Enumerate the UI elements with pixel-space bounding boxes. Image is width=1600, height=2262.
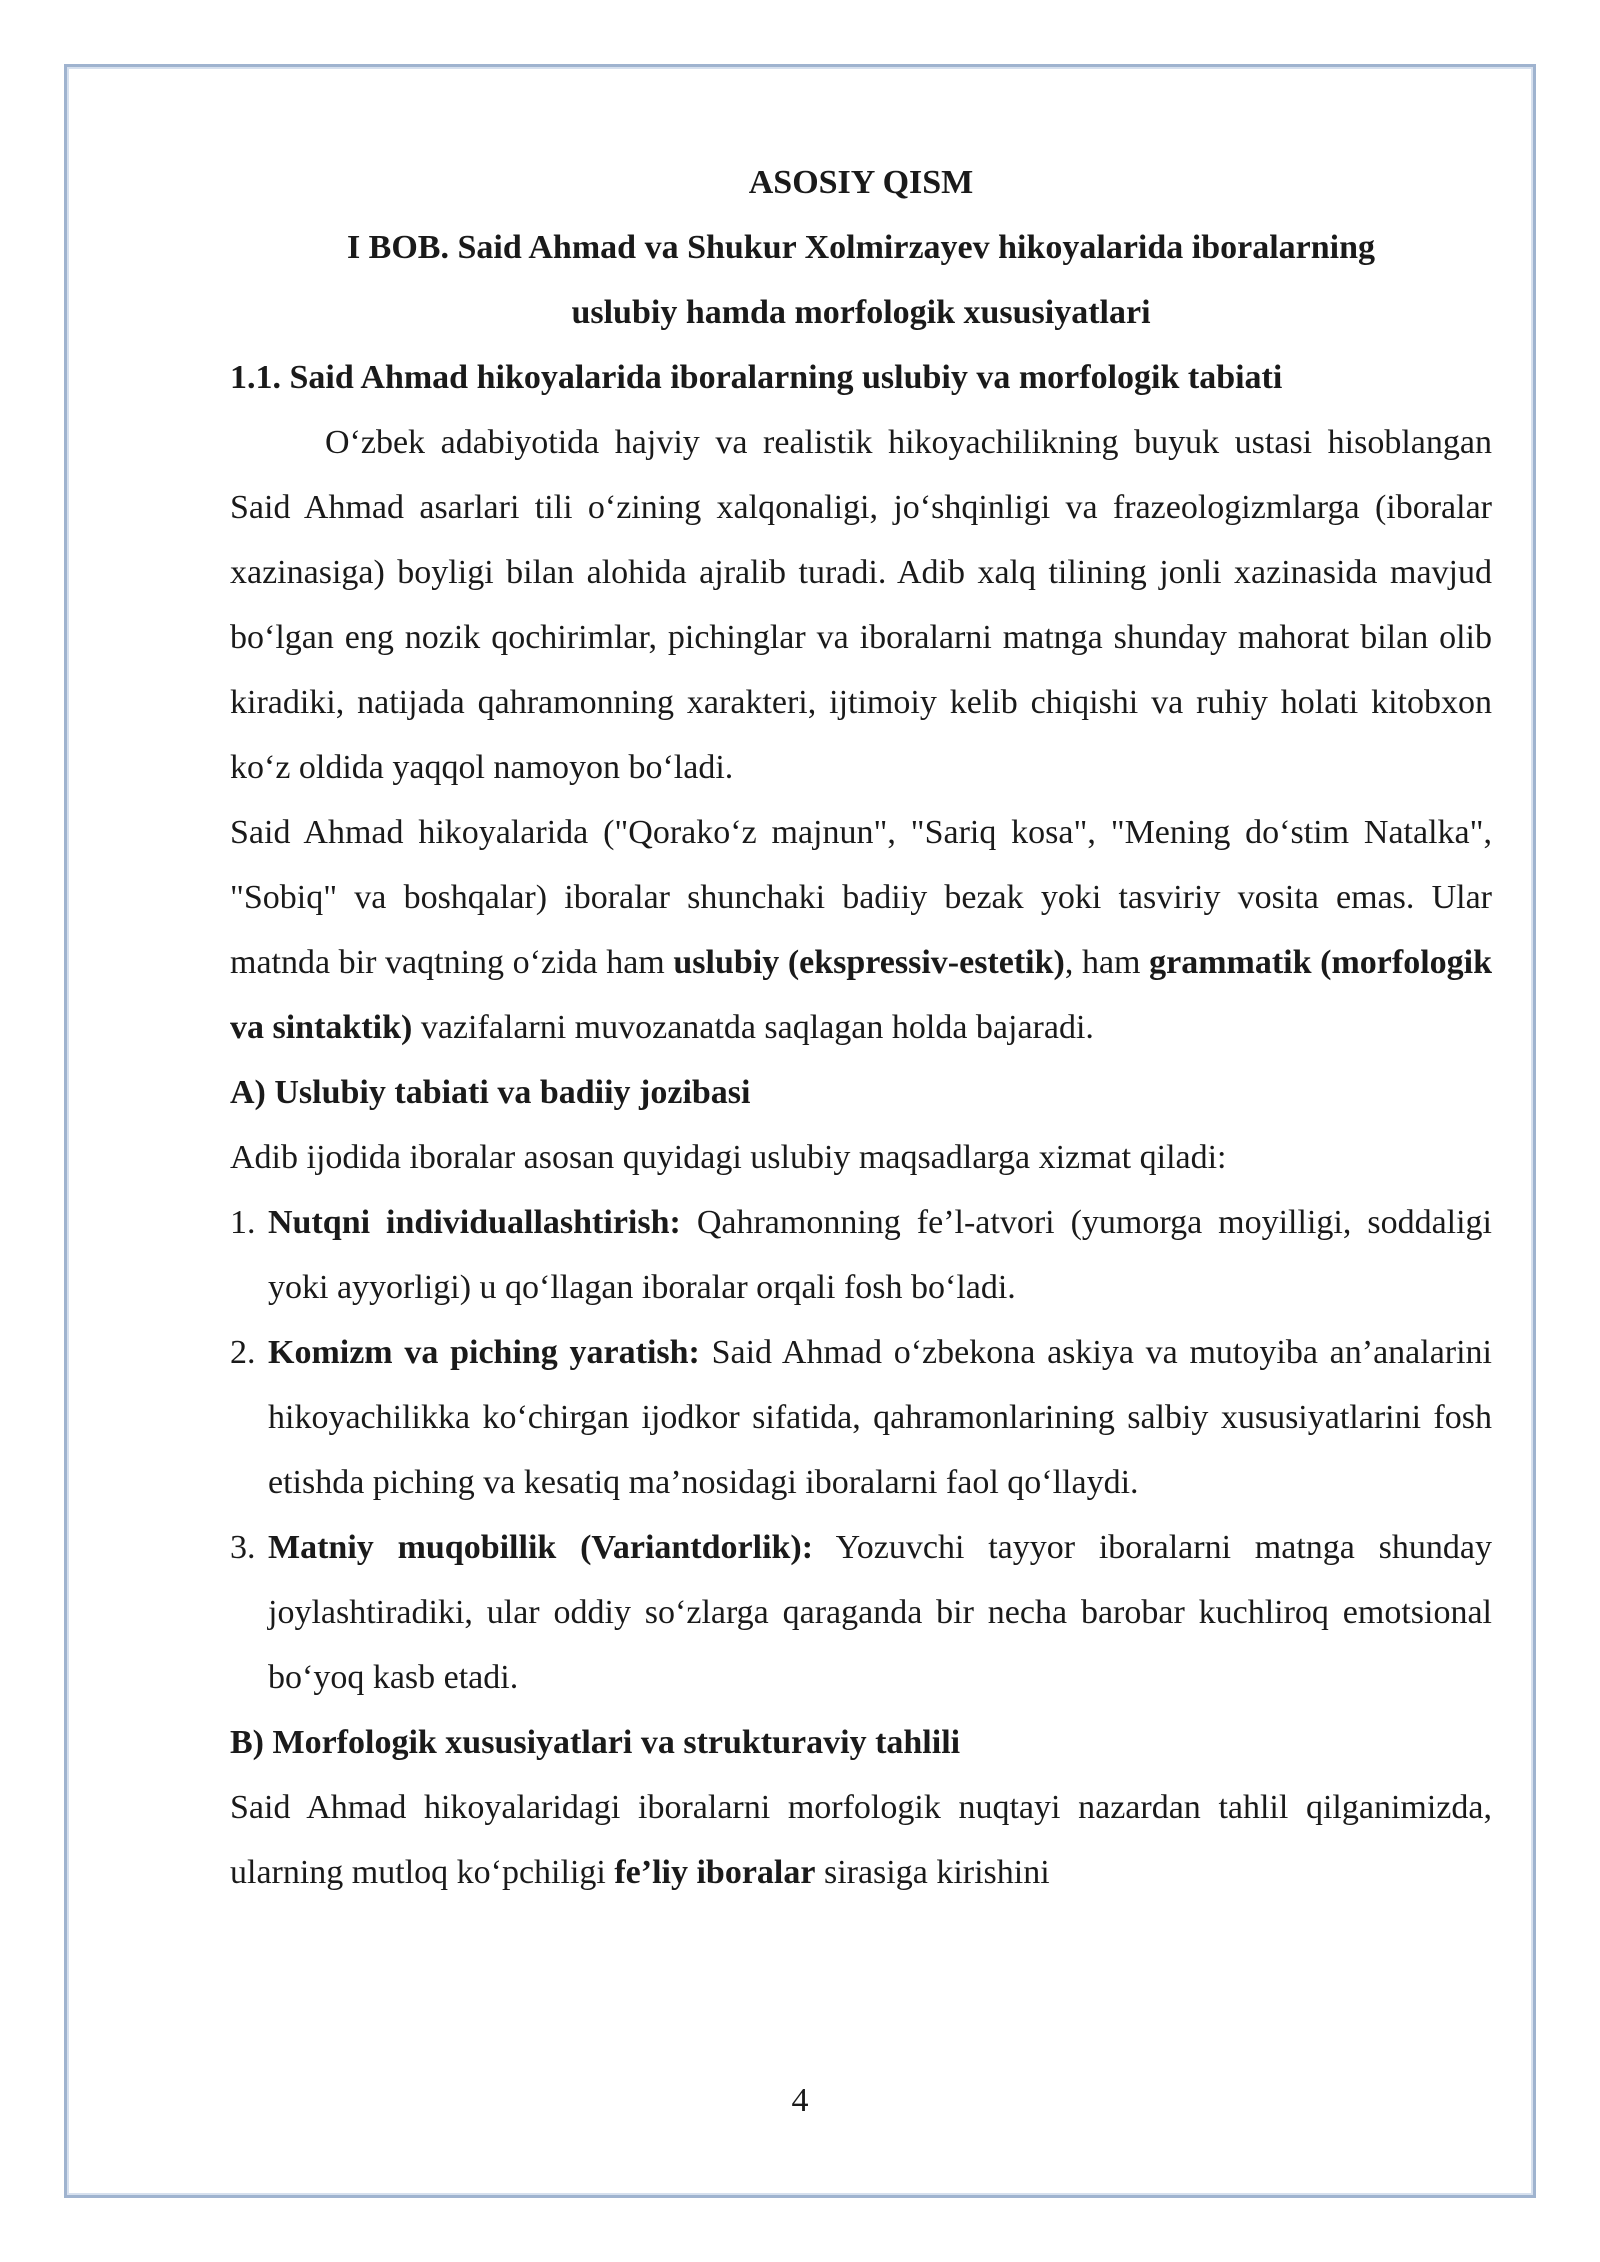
list-item-text: Qahramonning fe’l-atvori (yumorga moyilligi, soddaligi yoki ayyorligi) u qo‘llagan iboralar orqali fosh bo‘ladi. [268, 1204, 1492, 1306]
purpose-list [230, 1190, 1492, 1710]
bold-run: uslubiy (ekspressiv-estetik) [673, 944, 1065, 981]
text-run: vazifalarni muvozanatda saqlagan holda bajaradi. [412, 1009, 1094, 1046]
section-heading: 1.1. Said Ahmad hikoyalarida iboralarning uslubiy va morfologik tabiati [230, 359, 1283, 396]
subheading-a: A) Uslubiy tabiati va badiiy jozibasi [230, 1074, 751, 1111]
paragraph-morphology [230, 1775, 1492, 1905]
text-run: sirasiga kirishini [815, 1854, 1050, 1891]
subheading-b: B) Morfologik xususiyatlari va strukturaviy tahlili [230, 1724, 961, 1761]
list-number: 1. [230, 1204, 256, 1241]
list-item-term: Komizm va piching yaratish: [268, 1334, 700, 1371]
list-item-text: Yozuvchi tayyor iboralarni matnga shunday joylashtiradiki, ular oddiy so‘zlarga qaraganda bir necha barobar kuchliroq emotsional bo‘yoq kasb etadi. [268, 1529, 1492, 1696]
list-number: 2. [230, 1334, 256, 1371]
text-run: Said Ahmad hikoyalarida ("Qorako‘z majnun", "Sariq kosa", "Mening do‘stim Natalka", "Sobiq" va boshqalar) iboralar shunchaki badiiy bezak yoki tasviriy vosita emas. Ular matnda bir vaqtning o‘zida ham [230, 814, 1492, 981]
list-item-term: Matniy muqobillik (Variantdorlik): [268, 1529, 814, 1566]
paragraph-intro: O‘zbek adabiyotida hajviy va realistik hikoyachilikning buyuk ustasi hisoblangan Said Ahmad asarlari tili o‘zining xalqonaligi, jo‘shqinligi va frazeologizmlarga (iboralar xazinasiga) boyligi bilan alohida ajralib turadi. Adib xalq tilining jonli xazinasida mavjud bo‘lgan eng nozik qochirimlar, pichinglar va iboralarni matnga shunday mahorat bilan olib kiradiki, natijada qahramonning xarakteri, ijtimoiy kelib chiqishi va ruhiy holati kitobxon ko‘z oldida yaqqol namoyon bo‘ladi. [230, 424, 1492, 786]
list-item [230, 1515, 1492, 1710]
main-title: ASOSIY QISM [748, 164, 974, 201]
list-item-text: Said Ahmad o‘zbekona askiya va mutoyiba an’analarini hikoyachilikka ko‘chirgan ijodkor sifatida, qahramonlarining salbiy xususiyatlarini fosh etishda piching va kesatiq ma’nosidagi iboralarni faol qo‘llaydi. [268, 1334, 1492, 1501]
bold-run: grammatik (morfologik va sintaktik) [230, 944, 1492, 1046]
text-run: Said Ahmad hikoyalaridagi iboralarni morfologik nuqtayi nazardan tahlil qilganimizda, ularning mutloq ko‘pchiligi [230, 1789, 1492, 1891]
list-item [230, 1190, 1492, 1320]
list-number: 3. [230, 1529, 256, 1566]
page-number: 4 [791, 2082, 809, 2119]
paragraph-stories [230, 800, 1492, 1060]
paragraph-purposes: Adib ijodida iboralar asosan quyidagi uslubiy maqsadlarga xizmat qiladi: [230, 1139, 1227, 1176]
chapter-title-line1: I BOB. Said Ahmad va Shukur Xolmirzayev hikoyalarida iboralarning [346, 229, 1376, 266]
text-run: , ham [1064, 944, 1150, 981]
chapter-title-line2: uslubiy hamda morfologik xususiyatlari [571, 294, 1151, 331]
bold-run: fe’liy iboralar [614, 1854, 816, 1891]
list-item-term: Nutqni individuallashtirish: [268, 1204, 681, 1241]
list-item [230, 1320, 1492, 1515]
page-content [230, 150, 1492, 1905]
